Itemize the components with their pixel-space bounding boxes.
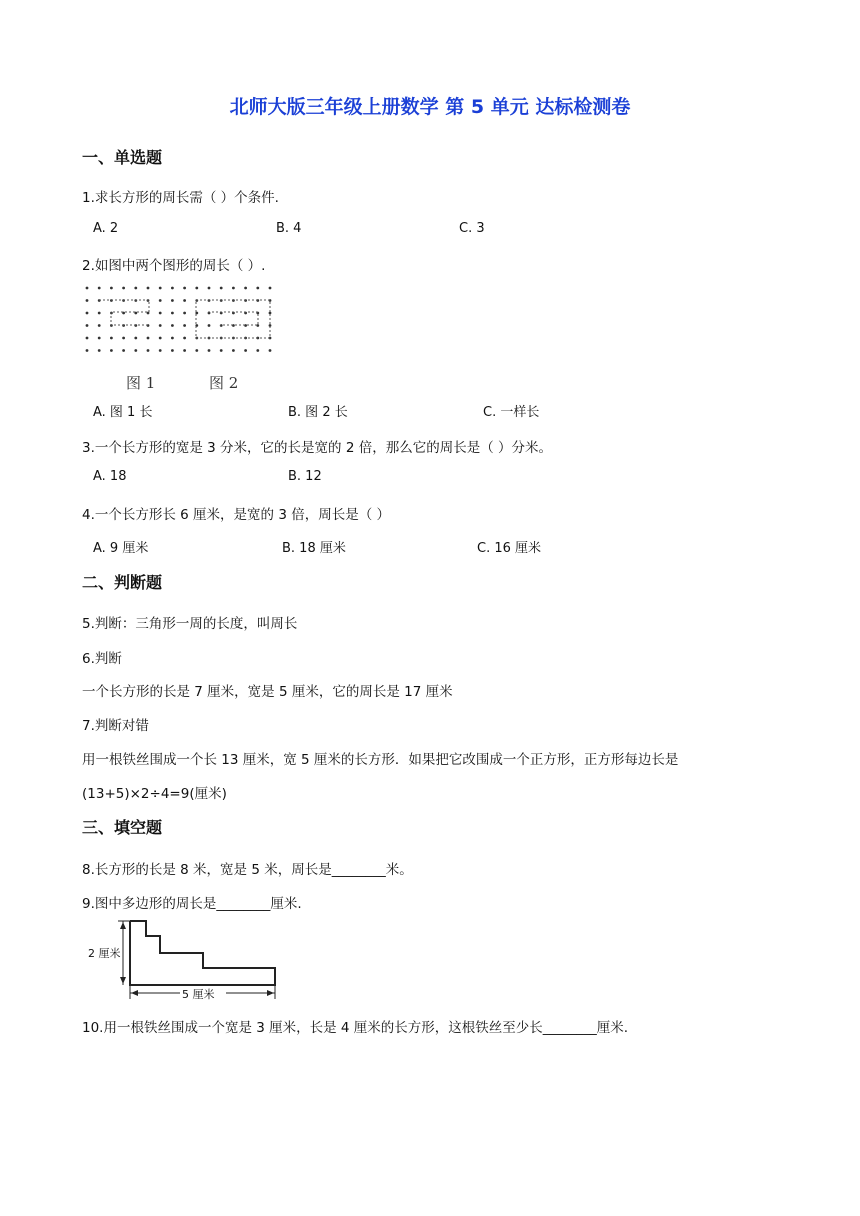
grid-dot (171, 324, 174, 327)
grid-dot (110, 287, 113, 290)
grid-dot (147, 349, 150, 352)
grid-dot (147, 312, 150, 315)
grid-dot (208, 287, 211, 290)
grid-dot (86, 312, 89, 315)
grid-dot (86, 324, 89, 327)
height-dimension-label: 2 厘米 (88, 947, 121, 960)
grid-dot (122, 287, 125, 290)
q1-option-c[interactable]: C. 3 (459, 221, 485, 236)
grid-dot (159, 299, 162, 302)
grid-dot (244, 287, 247, 290)
grid-dot (159, 337, 162, 340)
grid-dot (195, 312, 198, 315)
grid-dot (86, 287, 89, 290)
grid-dot (171, 299, 174, 302)
grid-dot (159, 312, 162, 315)
question-7-statement: 用一根铁丝围成一个长 13 厘米，宽 5 厘米的长方形．如果把它改围成一个正方形，正方形每边长是 (82, 752, 679, 768)
q1-option-a[interactable]: A. 2 (93, 221, 119, 236)
question-6: 6.判断 (82, 651, 122, 667)
grid-dot (195, 349, 198, 352)
grid-dot (256, 349, 259, 352)
grid-dot (183, 324, 186, 327)
grid-dot (220, 287, 223, 290)
grid-dot (147, 337, 150, 340)
question-7: 7.判断对错 (82, 718, 149, 734)
q2-option-a[interactable]: A. 图 1 长 (93, 405, 153, 420)
grid-dot (98, 337, 101, 340)
grid-dot (183, 299, 186, 302)
question-2: 2.如图中两个图形的周长（ ）. (82, 258, 266, 274)
grid-dot (171, 337, 174, 340)
grid-dot (110, 349, 113, 352)
grid-dot (171, 287, 174, 290)
q2-option-b[interactable]: B. 图 2 长 (288, 405, 348, 420)
page-title: 北师大版三年级上册数学 第 5 单元 达标检测卷 (229, 96, 631, 118)
question-10: 10.用一根铁丝围成一个宽是 3 厘米，长是 4 厘米的长方形，这根铁丝至少长________厘米. (82, 1020, 629, 1036)
grid-dot (147, 287, 150, 290)
grid-dot (183, 287, 186, 290)
grid-dot (269, 349, 272, 352)
grid-dot (256, 287, 259, 290)
q2-option-c[interactable]: C. 一样长 (483, 405, 540, 420)
q3-option-a[interactable]: A. 18 (93, 469, 127, 484)
dot-grid-figure (80, 282, 280, 357)
grid-dot (195, 287, 198, 290)
grid-dot (86, 337, 89, 340)
grid-dot (110, 337, 113, 340)
grid-dot (122, 337, 125, 340)
grid-dot (159, 287, 162, 290)
grid-dot (134, 337, 137, 340)
grid-dot (220, 349, 223, 352)
q4-option-a[interactable]: A. 9 厘米 (93, 541, 149, 556)
section-heading-single-choice: 一、单选题 (82, 148, 163, 167)
q1-option-b[interactable]: B. 4 (276, 221, 302, 236)
grid-dot (122, 349, 125, 352)
grid-dot (208, 349, 211, 352)
grid-dot (171, 349, 174, 352)
grid-dot (159, 349, 162, 352)
grid-dot (86, 349, 89, 352)
grid-dot (183, 349, 186, 352)
grid-dot (98, 324, 101, 327)
grid-dot (269, 287, 272, 290)
grid-dot (183, 337, 186, 340)
grid-dot (134, 287, 137, 290)
question-8: 8.长方形的长是 8 米，宽是 5 米，周长是________米。 (82, 862, 413, 878)
grid-dot (244, 349, 247, 352)
q3-option-b[interactable]: B. 12 (288, 469, 322, 484)
question-1: 1.求长方形的周长需（ ）个条件. (82, 190, 279, 206)
grid-dot (208, 324, 211, 327)
question-9: 9.图中多边形的周长是________厘米. (82, 896, 302, 912)
grid-dot (134, 349, 137, 352)
grid-dot (171, 312, 174, 315)
grid-dot (86, 299, 89, 302)
grid-dot (183, 312, 186, 315)
grid-dot (98, 312, 101, 315)
section-heading-true-false: 二、判断题 (82, 573, 163, 592)
grid-dot (269, 312, 272, 315)
grid-dot (159, 324, 162, 327)
q4-option-c[interactable]: C. 16 厘米 (477, 541, 542, 556)
figure-2-label: 图 2 (209, 374, 239, 392)
grid-dot (232, 349, 235, 352)
figure-1-label: 图 1 (126, 374, 156, 392)
width-dimension-label: 5 厘米 (182, 988, 215, 1001)
question-7-formula: (13+5)×2÷4=9(厘米) (82, 786, 227, 802)
grid-dot (232, 287, 235, 290)
question-6-statement: 一个长方形的长是 7 厘米，宽是 5 厘米，它的周长是 17 厘米 (82, 684, 453, 700)
question-4: 4.一个长方形长 6 厘米，是宽的 3 倍，周长是（ ） (82, 507, 391, 523)
q4-option-b[interactable]: B. 18 厘米 (282, 541, 346, 556)
grid-dot (98, 349, 101, 352)
section-heading-fill-blank: 三、填空题 (82, 818, 163, 837)
grid-dot (98, 287, 101, 290)
question-3: 3.一个长方形的宽是 3 分米，它的长是宽的 2 倍，那么它的周长是（ ）分米。 (82, 440, 553, 456)
question-5: 5.判断：三角形一周的长度，叫周长 (82, 616, 298, 632)
